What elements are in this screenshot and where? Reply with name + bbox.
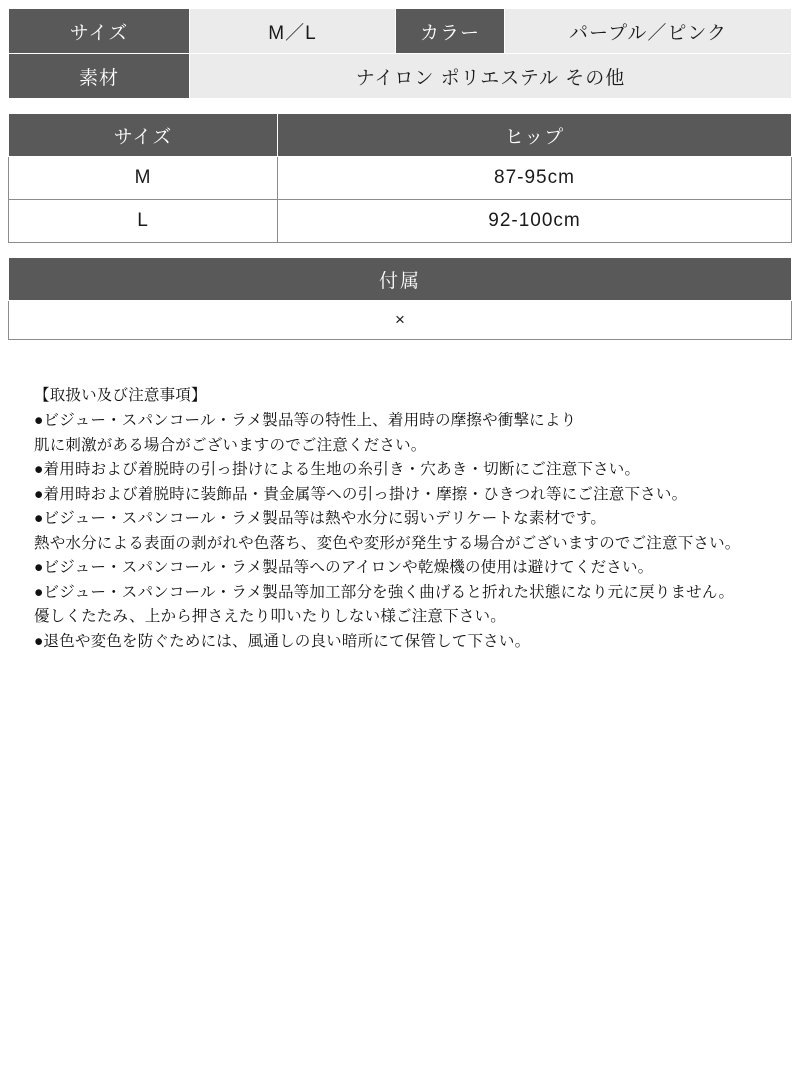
care-note-line: ●ビジュー・スパンコール・ラメ製品等へのアイロンや乾燥機の使用は避けてください。 [34, 559, 654, 577]
care-note-line: ●退色や変色を防ぐためには、風通しの良い暗所にて保管して下さい。 [34, 632, 531, 650]
size-table [8, 113, 792, 243]
attachment-value: × [9, 301, 792, 340]
care-note-line: ●着用時および着脱時に装飾品・貴金属等への引っ掛け・摩擦・ひきつれ等にご注意下さい。 [34, 485, 688, 503]
spec-label-size: サイズ [9, 9, 190, 54]
table-row [9, 9, 792, 54]
care-note-line: ●ビジュー・スパンコール・ラメ製品等の特性上、着用時の摩擦や衝撃により [34, 412, 577, 430]
spec-value-color: パープル／ピンク [505, 9, 792, 54]
size-col-header-size: サイズ [9, 114, 278, 157]
care-note-line: ●ビジュー・スパンコール・ラメ製品等加工部分を強く曲げると折れた状態になり元に戻りません。 [34, 583, 735, 601]
size-col-header-hip: ヒップ [278, 114, 792, 157]
table-row [9, 301, 792, 340]
care-note-line: 熱や水分による表面の剥がれや色落ち、変色や変形が発生する場合がございますのでご注意下さい。 [34, 534, 741, 552]
size-cell-hip-m: 87-95cm [278, 157, 792, 200]
spec-label-color: カラー [396, 9, 505, 54]
attachment-header: 付属 [9, 258, 792, 301]
spec-value-size: M／L [190, 9, 396, 54]
care-notes [8, 384, 792, 654]
table-header-row [9, 258, 792, 301]
care-notes-title: 【取扱い及び注意事項】 [34, 387, 207, 404]
table-row [9, 54, 792, 99]
size-cell-hip-l: 92-100cm [278, 200, 792, 243]
table-row [9, 157, 792, 200]
care-note-line: 優しくたたみ、上から押さえたり叩いたりしない様ご注意下さい。 [34, 608, 506, 626]
table-header-row [9, 114, 792, 157]
size-cell-size-m: M [9, 157, 278, 200]
care-note-line: ●着用時および着脱時の引っ掛けによる生地の糸引き・穴あき・切断にご注意下さい。 [34, 461, 641, 479]
table-row [9, 200, 792, 243]
attachment-table [8, 257, 792, 340]
size-cell-size-l: L [9, 200, 278, 243]
care-note-line: ●ビジュー・スパンコール・ラメ製品等は熱や水分に弱いデリケートな素材です。 [34, 510, 607, 528]
spec-label-material: 素材 [9, 54, 190, 99]
care-note-line: 肌に刺激がある場合がございますのでご注意ください。 [34, 436, 427, 454]
spacer [8, 243, 792, 257]
spec-value-material: ナイロン ポリエステル その他 [190, 54, 792, 99]
spacer [8, 99, 792, 113]
spec-table [8, 8, 792, 99]
